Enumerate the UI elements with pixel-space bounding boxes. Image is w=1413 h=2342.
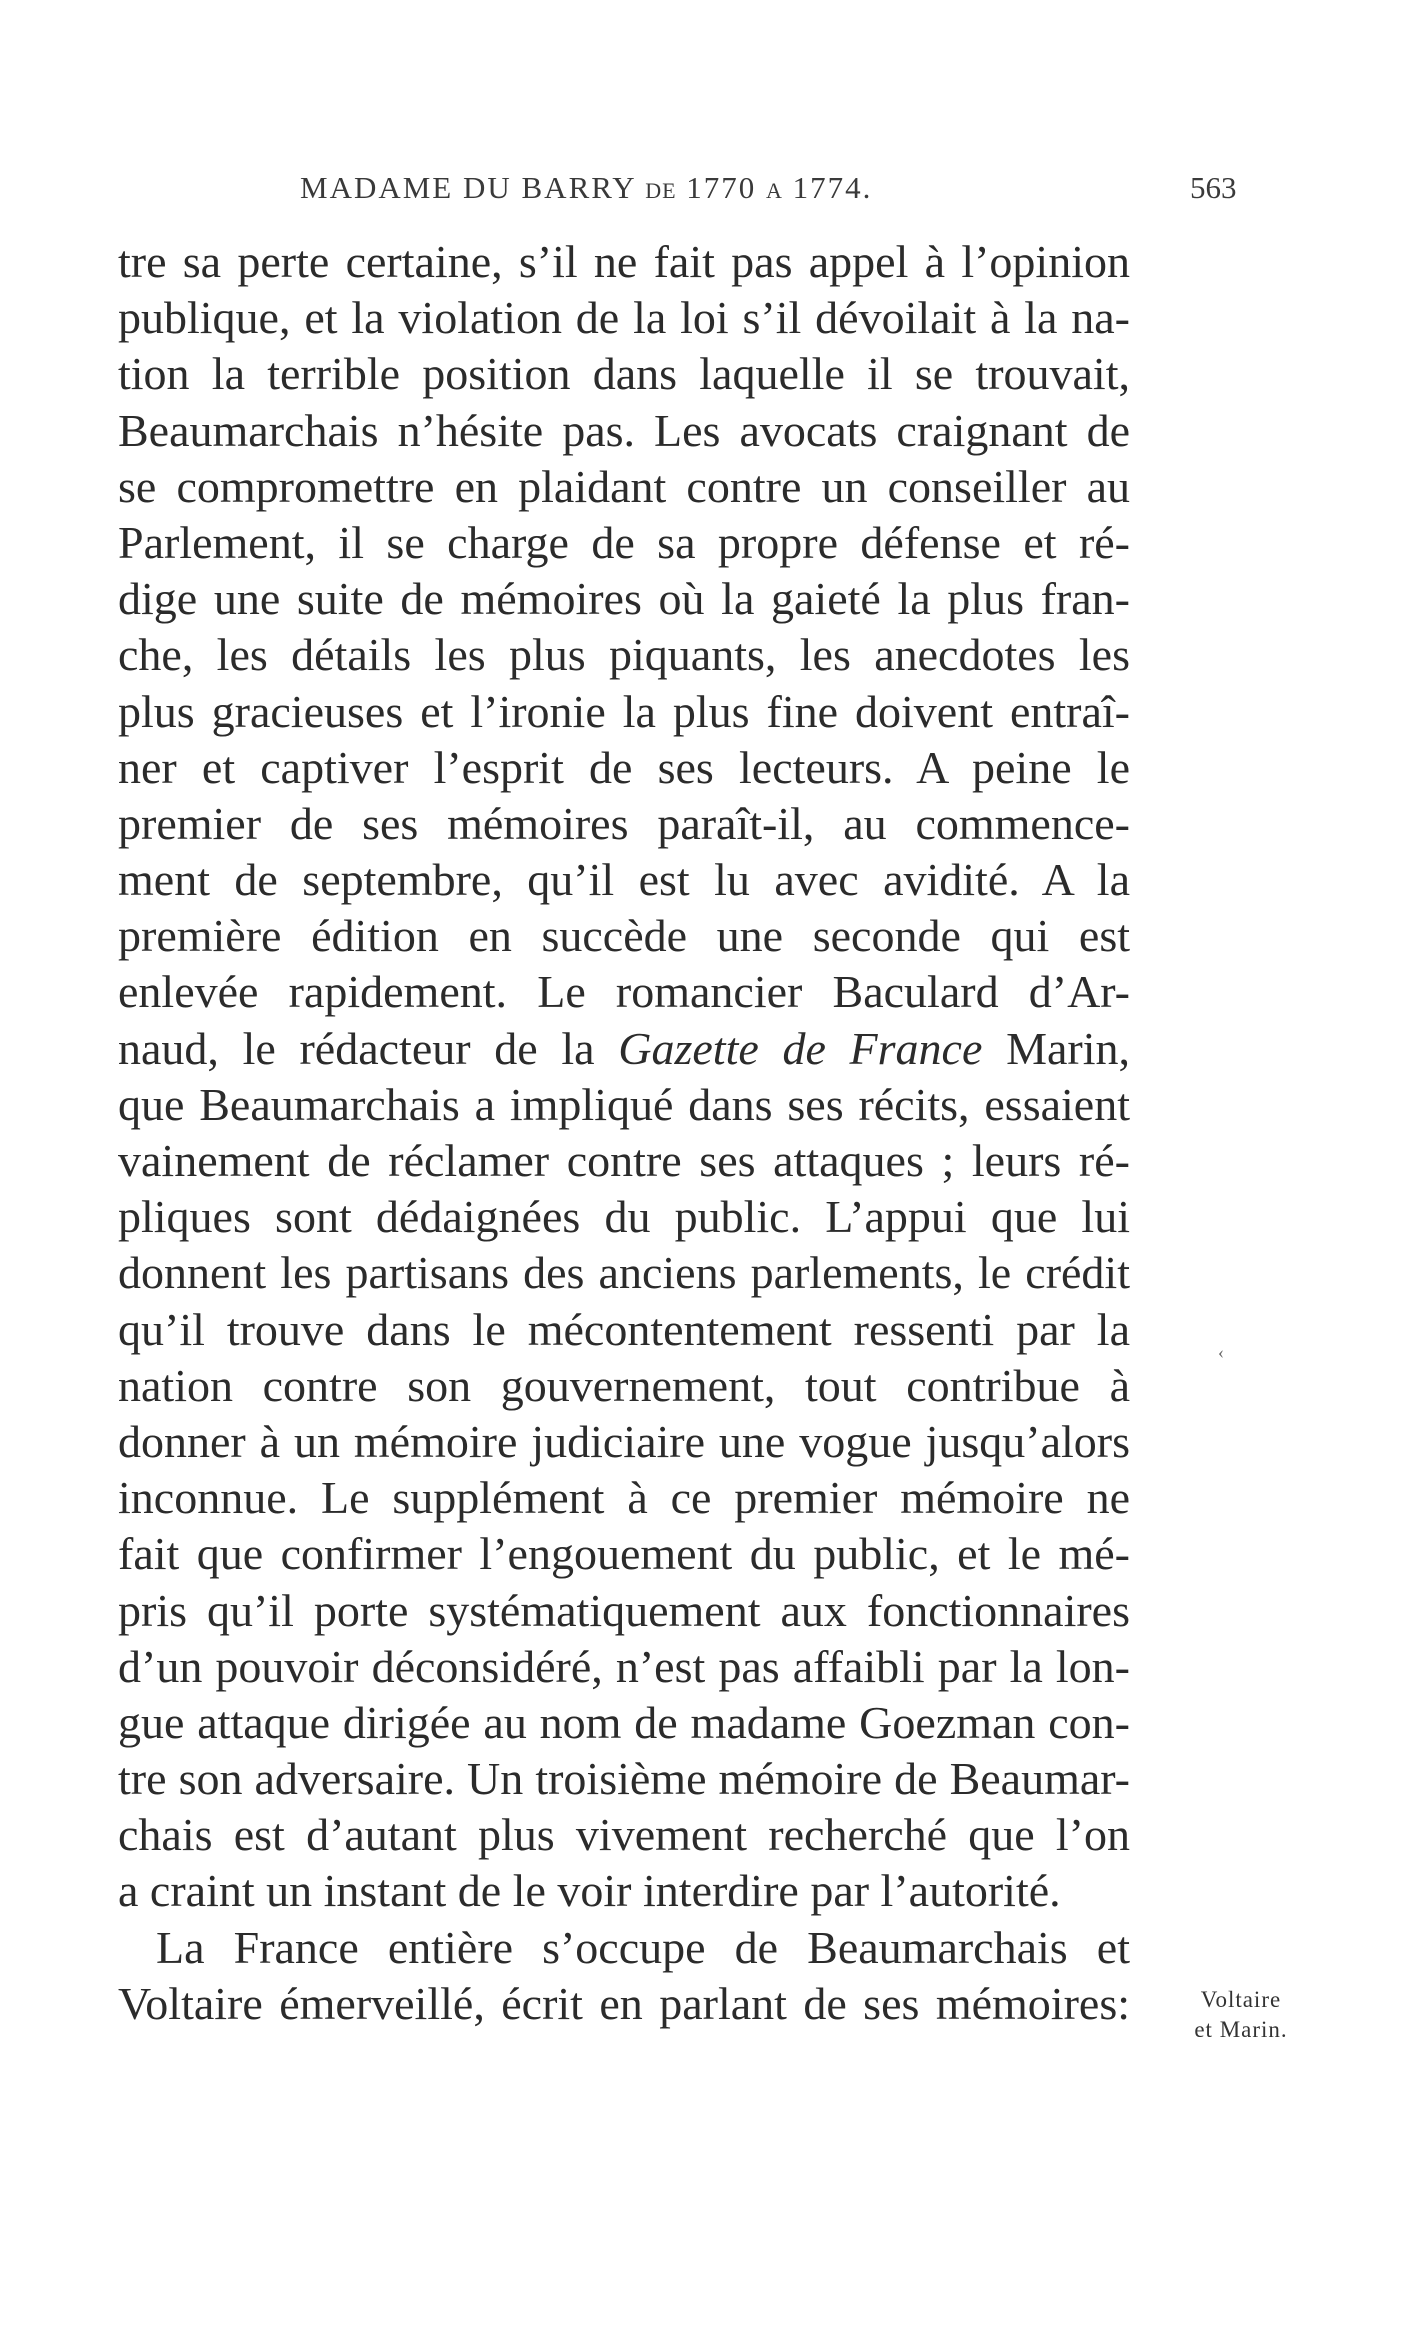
gazette-title: Gazette de France: [618, 1022, 983, 1074]
text-line: se compromettre en plaidant contre un conseiller au: [118, 460, 1130, 512]
running-head-year-end: 1774.: [792, 170, 873, 205]
text-line: pris qu’il porte systématiquement aux fonctionnaires: [118, 1584, 1130, 1636]
stray-mark: ‹: [1218, 1342, 1224, 1362]
text-line: inconnue. Le supplément à ce premier mémoire ne: [118, 1472, 1130, 1524]
text-line: gue attaque dirigée au nom de madame Goezman con-: [118, 1696, 1130, 1748]
text-line: donnent les partisans des anciens parlements, le crédit: [118, 1247, 1130, 1299]
text-line: d’un pouvoir déconsidéré, n’est pas affaibli par la lon-: [118, 1640, 1130, 1692]
text-line: première édition en succède une seconde qui est: [118, 910, 1130, 962]
body-text: [118, 234, 1130, 2032]
text-line: fait que confirmer l’engouement du public, et le mé-: [118, 1528, 1130, 1580]
text-line: premier de ses mémoires paraît-il, au commence-: [118, 797, 1130, 849]
text-fragment: naud, le rédacteur de la: [118, 1022, 595, 1074]
text-line: dige une suite de mémoires où la gaieté la plus fran-: [118, 573, 1130, 625]
text-line: publique, et la violation de la loi s’il dévoilait à la na-: [118, 292, 1130, 344]
paragraph-start-line: La France entière s’occupe de Beaumarchais et: [156, 1921, 1130, 1973]
page-number: 563: [1190, 170, 1237, 205]
text-line: donner à un mémoire judiciaire une vogue jusqu’alors: [118, 1415, 1130, 1467]
running-head-de: DE: [645, 178, 677, 203]
text-line: ment de septembre, qu’il est lu avec avidité. A la: [118, 854, 1130, 906]
text-line: plus gracieuses et l’ironie la plus fine doivent entraî-: [118, 685, 1130, 737]
margin-note: [1176, 1985, 1306, 2045]
text-line: Parlement, il se charge de sa propre défense et ré-: [118, 516, 1130, 568]
running-head-title: MADAME DU BARRY: [300, 170, 636, 205]
text-line: que Beaumarchais a impliqué dans ses récits, essaient: [118, 1078, 1130, 1130]
text-line: Beaumarchais n’hésite pas. Les avocats craignant de: [118, 404, 1130, 456]
running-head-a: A: [766, 178, 783, 203]
text-line-gazette: [118, 1021, 1130, 1077]
text-line: enlevée rapidement. Le romancier Baculard d’Ar-: [118, 966, 1130, 1018]
text-line: ner et captiver l’esprit de ses lecteurs. A peine le: [118, 741, 1130, 793]
text-line: tion la terrible position dans laquelle il se trouvait,: [118, 348, 1130, 400]
text-line: tre son adversaire. Un troisième mémoire de Beaumar-: [118, 1753, 1130, 1805]
margin-note-line: Voltaire: [1200, 1987, 1282, 2012]
text-line: a craint un instant de le voir interdire par l’autorité.: [118, 1865, 1061, 1917]
text-line: Voltaire émerveillé, écrit en parlant de ses mémoires:: [118, 1977, 1130, 2029]
margin-note-line: et Marin.: [1194, 2017, 1288, 2042]
text-line: nation contre son gouvernement, tout contribue à: [118, 1359, 1130, 1411]
text-line: qu’il trouve dans le mécontentement ressenti par la: [118, 1303, 1130, 1355]
text-line: pliques sont dédaignées du public. L’appui que lui: [118, 1191, 1130, 1243]
running-head: [300, 170, 873, 206]
text-line: tre sa perte certaine, s’il ne fait pas appel à l’opinion: [118, 236, 1130, 287]
text-line: che, les détails les plus piquants, les anecdotes les: [118, 629, 1130, 681]
text-line: vainement de réclamer contre ses attaques ; leurs ré-: [118, 1135, 1130, 1186]
text-line: chais est d’autant plus vivement recherché que l’on: [118, 1809, 1130, 1861]
text-fragment: Marin,: [1006, 1022, 1130, 1074]
running-head-year-start: 1770: [686, 170, 757, 205]
